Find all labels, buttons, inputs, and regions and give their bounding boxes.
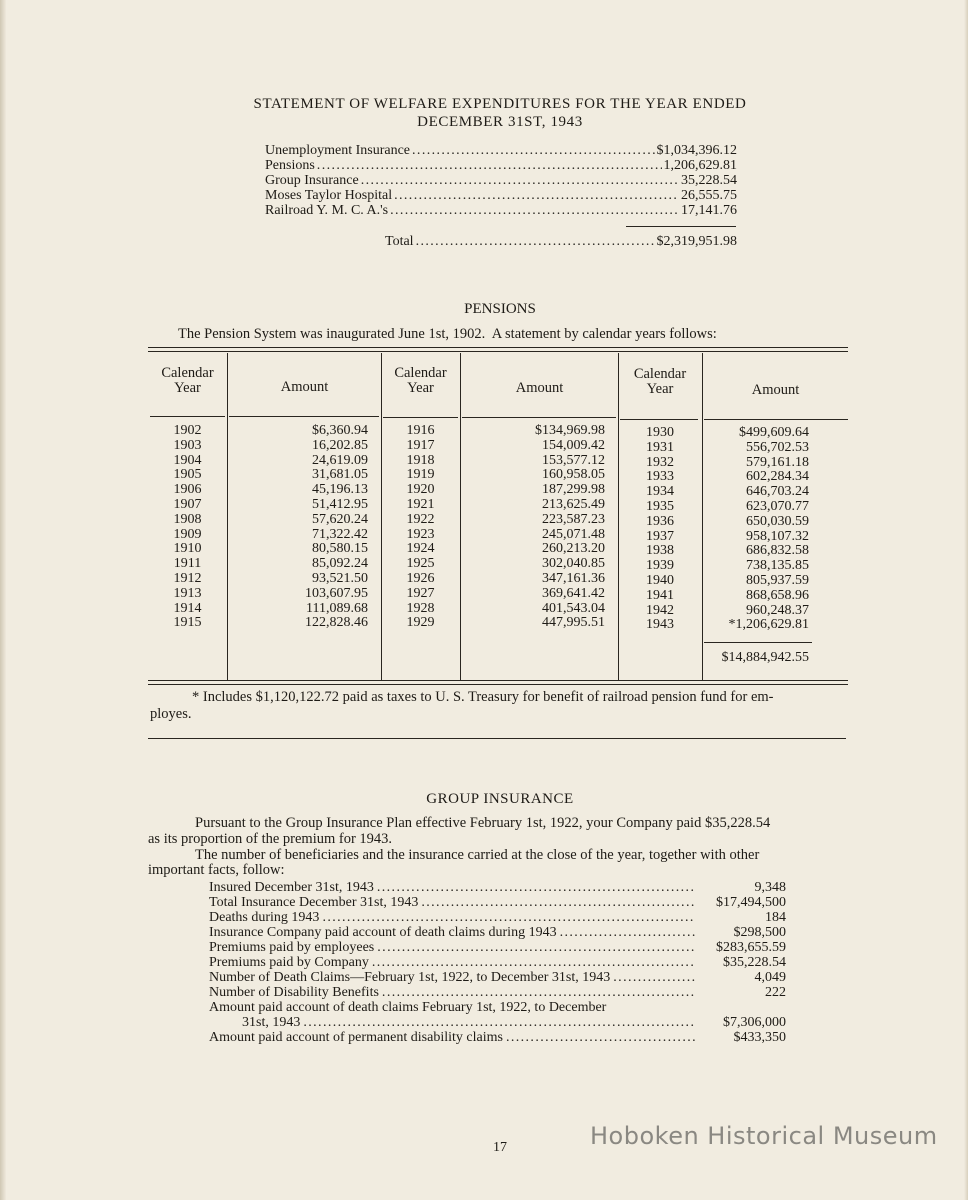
year-cell: 1919 [406,467,435,483]
year-cell: 1921 [406,496,435,512]
amount-cell: 51,412.95 [312,496,368,512]
amount-cell: 85,092.24 [312,556,368,572]
welfare-row [265,143,737,158]
museum-watermark: Hoboken Historical Museum [590,1122,938,1150]
fact-row [209,1000,786,1015]
group-insurance-title: GROUP INSURANCE [426,791,574,807]
welfare-label: Railroad Y. M. C. A.'s [265,203,389,218]
welfare-label: Unemployment Insurance [265,143,411,158]
fact-label: Number of Disability Benefits [209,985,379,1000]
amount-cell: 602,284.34 [746,469,809,485]
year-cell: 1934 [646,484,674,500]
welfare-row [265,158,737,173]
header-amount: Amount [280,379,329,395]
year-cell: 1926 [406,570,435,586]
year-cell: 1915 [173,615,202,631]
fact-row [209,880,786,895]
year-cell: 1930 [646,425,674,440]
amount-cell: 24,619.09 [312,452,368,468]
amount-cell: 122,828.46 [305,615,368,631]
fact-value: $17,494,500 [716,895,786,910]
amount-cell: 187,299.98 [542,482,605,498]
welfare-label: Group Insurance [265,173,359,188]
welfare-title-line2: DECEMBER 31ST, 1943 [417,114,583,130]
year-cell: 1936 [646,513,674,529]
year-cell: 1910 [173,541,202,557]
amount-cell: 401,543.04 [542,600,605,616]
amount-cell: 45,196.13 [312,482,368,498]
amount-cell: 646,703.24 [746,484,809,500]
welfare-list [265,143,737,218]
welfare-total-label: Total [385,234,414,249]
welfare-row [265,203,737,218]
year-cell: 1905 [173,467,202,483]
welfare-label: Pensions [265,158,315,173]
amount-cell: 960,248.37 [746,602,809,618]
year-column-1 [148,424,227,631]
welfare-title-line1: STATEMENT OF WELFARE EXPENDITURES FOR THE YEAR ENDED [253,96,747,112]
amount-cell: 223,587.23 [542,511,605,527]
year-cell: 1912 [173,570,202,586]
fact-value: 222 [765,985,786,1000]
amount-cell: 160,958.05 [542,467,605,483]
year-cell: 1913 [173,585,202,601]
welfare-total-rule [626,226,736,227]
year-cell: 1938 [646,543,674,559]
year-cell: 1911 [173,556,202,572]
amount-cell: 57,620.24 [312,511,368,527]
year-cell: 1916 [406,423,435,438]
fact-row [209,1030,786,1045]
amount-column-3 [703,426,809,633]
fact-label: Deaths during 1943 [209,910,320,925]
welfare-label: Moses Taylor Hospital [265,188,393,203]
amount-column-1 [228,424,368,631]
amount-cell: 260,213.20 [542,541,605,557]
section-divider [148,738,846,739]
fact-label: 31st, 1943 [242,1015,301,1030]
pension-footnote: * Includes $1,120,122.72 paid as taxes to U. S. Treasury for benefit of railroad pension fund for em- ployes. [150,689,774,722]
year-cell: 1940 [646,572,674,588]
amount-cell: 556,702.53 [746,439,809,455]
amount-cell: $134,969.98 [535,423,605,438]
fact-value: $433,350 [733,1030,786,1045]
amount-cell: 213,625.49 [542,496,605,512]
pension-grand-total: $14,884,942.55 [721,650,809,665]
fact-label: Insurance Company paid account of death claims during 1943 [209,925,557,940]
fact-label: Insured December 31st, 1943 [209,880,374,895]
welfare-row [265,173,737,188]
pensions-intro: The Pension System was inaugurated June 1st, 1902. A statement by calendar years follows: [178,326,717,342]
amount-cell: 154,009.42 [542,437,605,453]
header-calendar-year: Calendar Year [633,366,687,397]
year-cell: 1906 [173,482,202,498]
amount-cell: 103,607.95 [305,585,368,601]
year-cell: 1932 [646,454,674,470]
fact-label: Number of Death Claims—February 1st, 1922, to December 31st, 1943 [209,970,611,985]
fact-label: Amount paid account of permanent disability claims [209,1030,503,1045]
year-cell: 1909 [173,526,202,542]
year-cell: 1943 [646,617,674,633]
amount-cell: 31,681.05 [312,467,368,483]
year-cell: 1937 [646,528,674,544]
amount-cell: 16,202.85 [312,437,368,453]
fact-label: Total Insurance December 31st, 1943 [209,895,419,910]
pension-table [148,347,848,685]
amount-cell: $499,609.64 [739,425,809,440]
amount-cell: 805,937.59 [746,572,809,588]
welfare-value: 1,206,629.81 [663,158,737,173]
welfare-value: 26,555.75 [681,188,737,203]
year-cell: 1935 [646,498,674,514]
fact-value: 4,049 [754,970,786,985]
fact-label: Amount paid account of death claims February 1st, 1922, to December [209,1000,607,1015]
year-cell: 1920 [406,482,435,498]
welfare-total-row [385,234,737,249]
amount-cell: 447,995.51 [542,615,605,631]
year-cell: 1914 [173,600,202,616]
fact-value: $298,500 [733,925,786,940]
header-amount: Amount [515,380,564,396]
year-cell: 1923 [406,526,435,542]
amount-cell: 302,040.85 [542,556,605,572]
fact-row [209,1015,786,1030]
year-cell: 1907 [173,496,202,512]
fact-label: Premiums paid by employees [209,940,375,955]
page-binding-edge [0,0,6,1200]
amount-cell: 738,135.85 [746,558,809,574]
year-cell: 1925 [406,556,435,572]
year-cell: 1918 [406,452,435,468]
amount-column-2 [461,424,605,631]
welfare-value: 35,228.54 [681,173,737,188]
welfare-row [265,188,737,203]
group-insurance-facts [209,880,786,1045]
amount-cell: 153,577.12 [542,452,605,468]
fact-row [209,985,786,1000]
fact-value: 9,348 [754,880,786,895]
welfare-value: $1,034,396.12 [656,143,737,158]
amount-cell: 958,107.32 [746,528,809,544]
amount-cell: 623,070.77 [746,498,809,514]
welfare-title [150,95,850,131]
year-cell: 1922 [406,511,435,527]
fact-row [209,910,786,925]
welfare-value: 17,141.76 [681,203,737,218]
year-cell: 1928 [406,600,435,616]
amount-cell: 650,030.59 [746,513,809,529]
amount-cell: 71,322.42 [312,526,368,542]
amount-cell: 686,832.58 [746,543,809,559]
grand-total-rule [704,642,812,643]
group-insurance-paragraphs: Pursuant to the Group Insurance Plan effective February 1st, 1922, your Company paid $35,228.54 as its proportion of the premium for 1943. The number of beneficiaries and the insurance carried at the close of the year, together with other important facts, follow: [148,815,771,879]
year-cell: 1941 [646,587,674,603]
year-cell: 1927 [406,585,435,601]
amount-cell: $6,360.94 [312,423,368,438]
welfare-total-value: $2,319,951.98 [656,234,737,249]
year-cell: 1924 [406,541,435,557]
fact-label: Premiums paid by Company [209,955,369,970]
amount-cell: 245,071.48 [542,526,605,542]
amount-cell: 347,161.36 [542,570,605,586]
year-cell: 1939 [646,558,674,574]
header-calendar-year: Calendar Year [394,365,447,396]
year-cell: 1929 [406,615,435,631]
fact-value: $283,655.59 [716,940,786,955]
page-right-edge [964,0,968,1200]
fact-value: $35,228.54 [723,955,786,970]
amount-cell: *1,206,629.81 [728,617,809,633]
fact-value: $7,306,000 [723,1015,786,1030]
fact-row [209,955,786,970]
year-cell: 1904 [173,452,202,468]
year-column-3 [618,426,702,633]
fact-value: 184 [765,910,786,925]
fact-row [209,895,786,910]
year-column-2 [381,424,460,631]
year-cell: 1908 [173,511,202,527]
year-cell: 1917 [406,437,435,453]
header-calendar-year: Calendar Year [161,365,214,396]
amount-cell: 579,161.18 [746,454,809,470]
page-number: 17 [493,1140,507,1155]
year-cell: 1903 [173,437,202,453]
amount-cell: 93,521.50 [312,570,368,586]
header-amount: Amount [751,382,800,398]
fact-row [209,940,786,955]
amount-cell: 80,580.15 [312,541,368,557]
year-cell: 1933 [646,469,674,485]
fact-row [209,970,786,985]
amount-cell: 111,089.68 [306,600,368,616]
fact-row [209,925,786,940]
pensions-title: PENSIONS [464,301,536,317]
amount-cell: 369,641.42 [542,585,605,601]
year-cell: 1902 [173,423,202,438]
year-cell: 1942 [646,602,674,618]
amount-cell: 868,658.96 [746,587,809,603]
year-cell: 1931 [646,439,674,455]
